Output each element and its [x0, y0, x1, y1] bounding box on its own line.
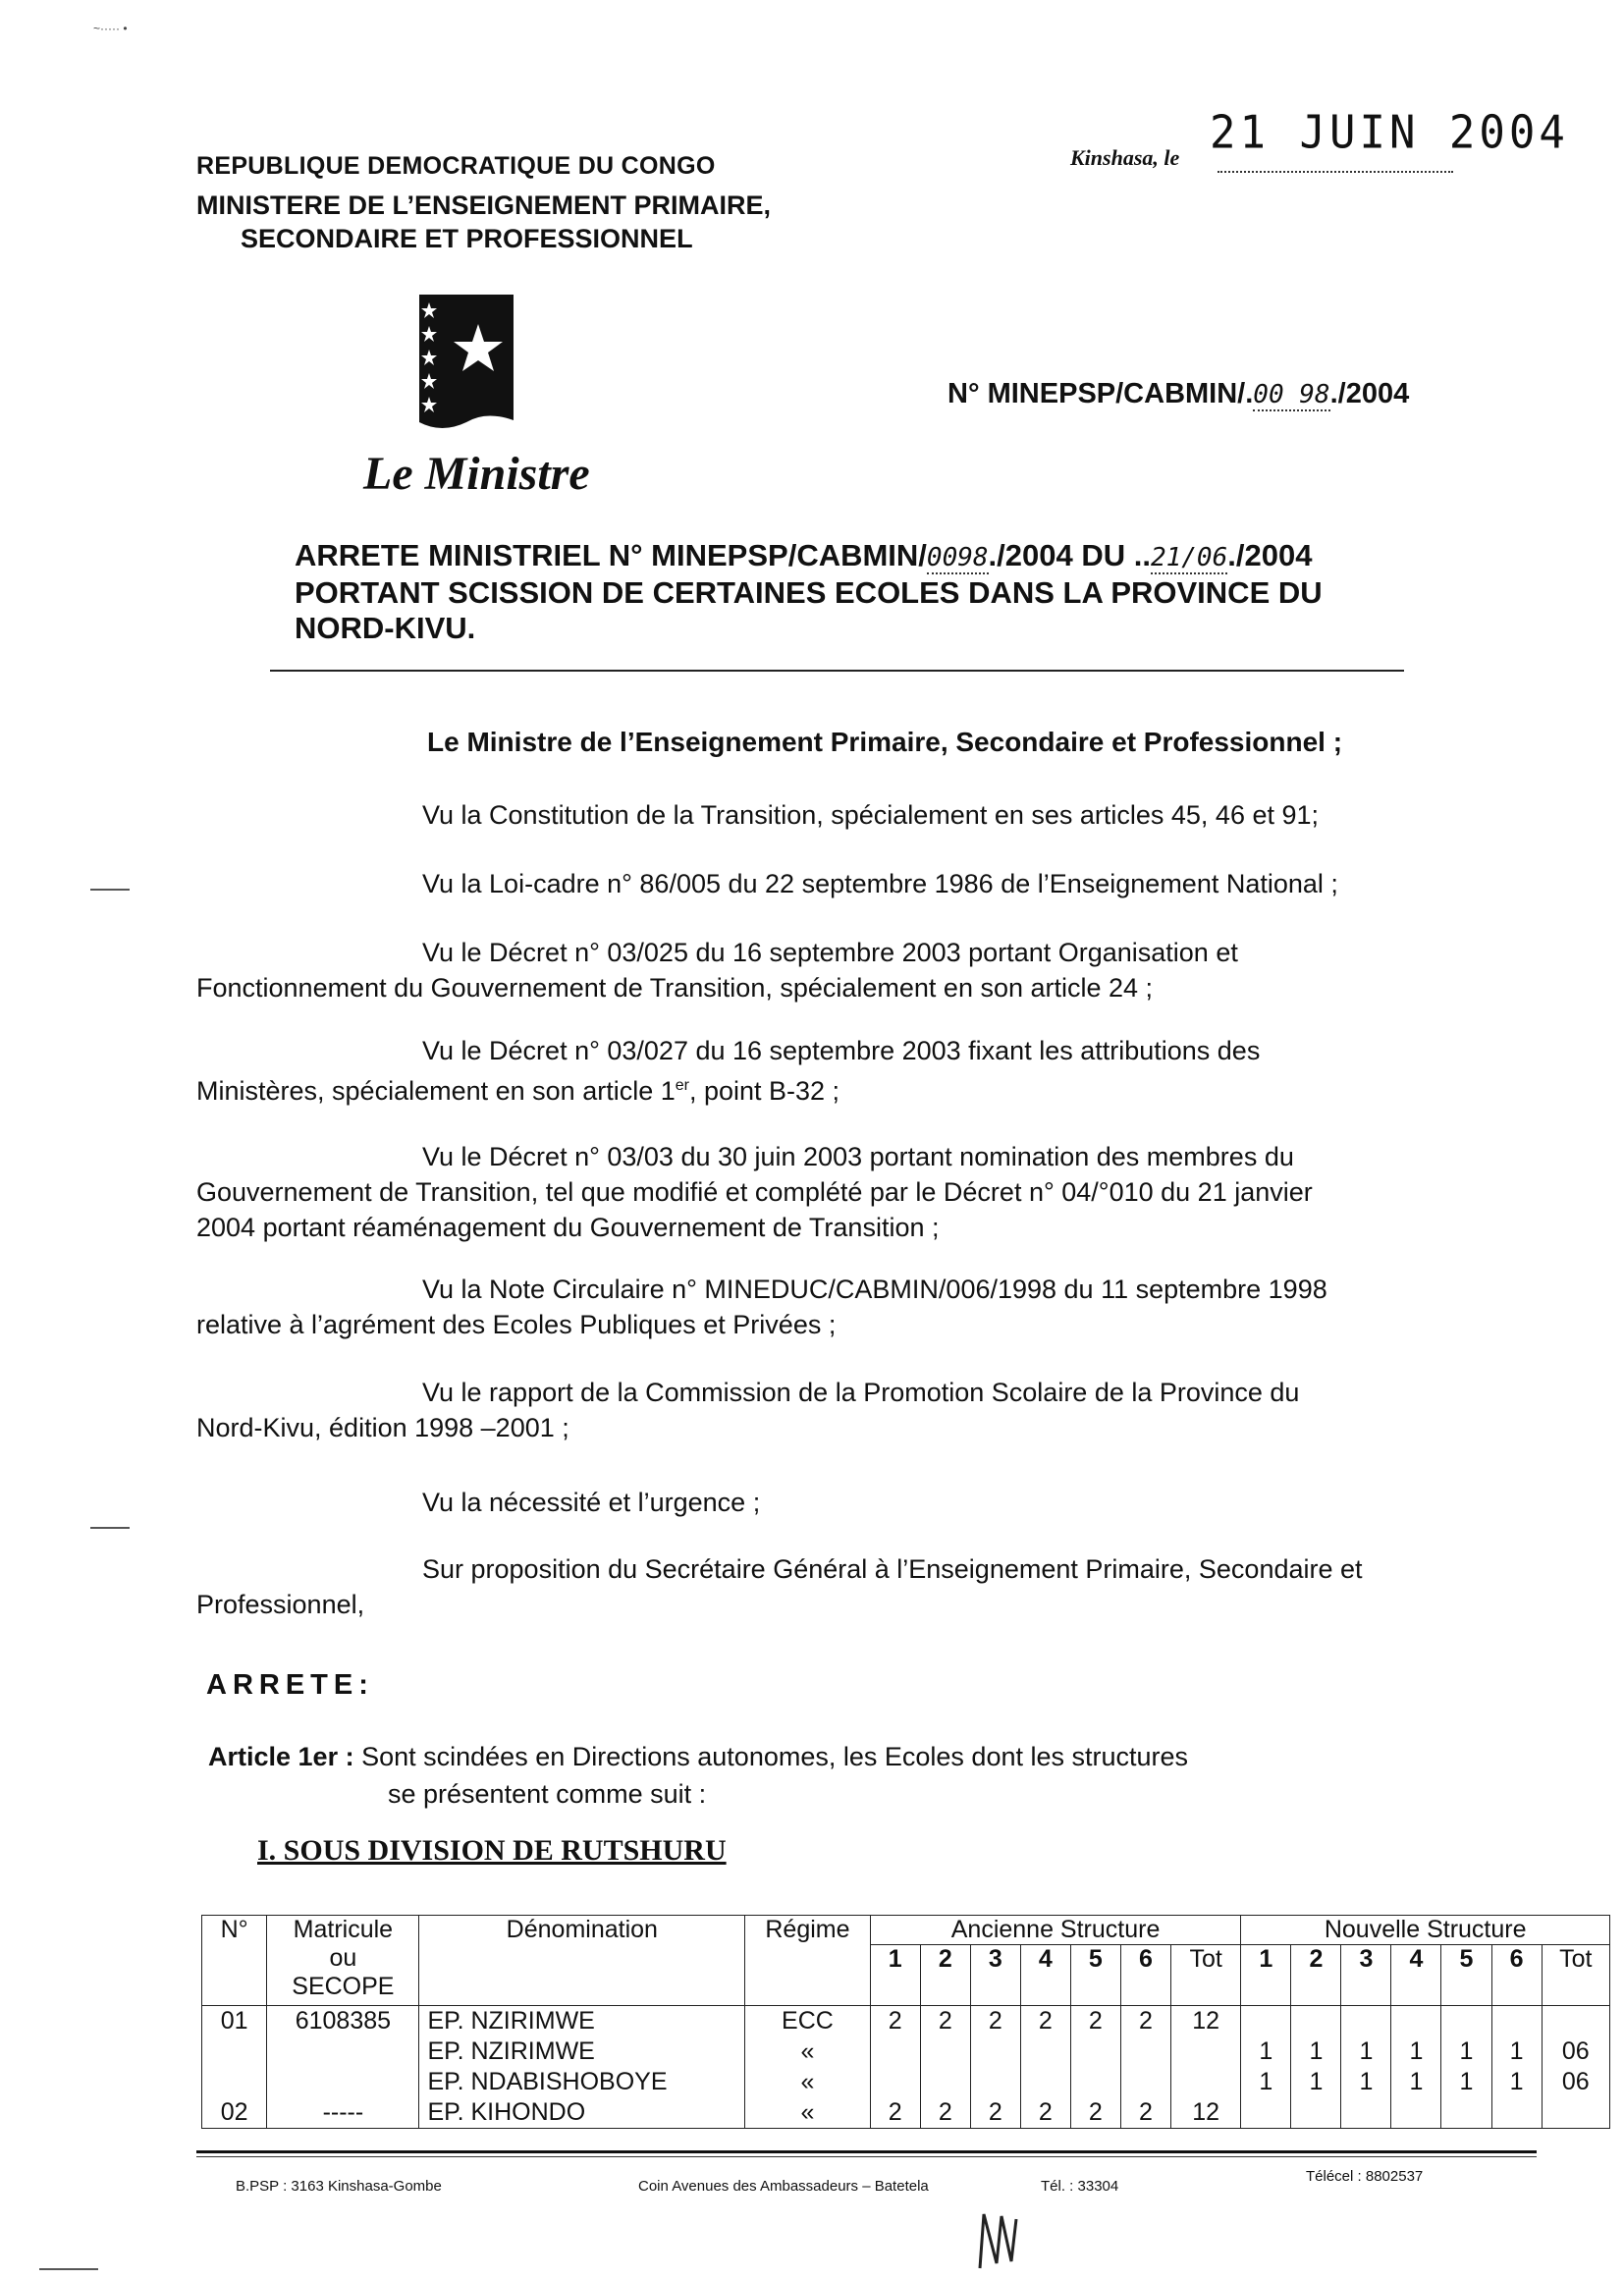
cell-no: [202, 2006, 267, 2129]
cell-line: «: [800, 2037, 815, 2065]
cell-line: 1: [1359, 2068, 1374, 2095]
considerant-decret-025: [196, 935, 1502, 1005]
cell-line: 2: [888, 2007, 902, 2035]
cell-new-6: [1491, 2006, 1542, 2129]
paragraph-line: Vu le Décret n° 03/027 du 16 septembre 2003 fixant les attributions des: [422, 1036, 1261, 1065]
paragraph-line: Sur proposition du Secrétaire Général à l’Enseignement Primaire, Secondaire et: [422, 1554, 1363, 1584]
cell-line: 12: [1192, 2007, 1220, 2035]
footer-telecel: Télécel : 8802537: [1306, 2168, 1424, 2185]
cell-old-1: [870, 2006, 920, 2129]
header-regime: Régime: [745, 1916, 871, 2006]
cell-new-tot: [1542, 2006, 1609, 2129]
header-col-2: 2: [920, 1945, 970, 2006]
title-divider: [270, 670, 1404, 672]
ministry-name: [196, 189, 771, 255]
cell-line: 2: [1138, 2098, 1153, 2126]
cell-line: 6108385: [295, 2007, 392, 2035]
paragraph-line: Nord-Kivu, édition 1998 –2001 ;: [196, 1413, 569, 1442]
paragraph-line: relative à l’agrément des Ecoles Publiques et Privées ;: [196, 1310, 837, 1339]
cell-old-tot: [1170, 2006, 1240, 2129]
paragraph-line: , point B-32 ;: [688, 1076, 840, 1106]
header-col-tot: Tot: [1170, 1945, 1240, 2006]
article-text-line-2: se présentent comme suit :: [388, 1779, 707, 1809]
cell-line: 1: [1259, 2037, 1273, 2065]
header-col-5: 5: [1070, 1945, 1120, 2006]
cell-line: 2: [938, 2007, 952, 2035]
corner-scan-mark: ~····· •: [93, 22, 128, 35]
cell-line: ECC: [782, 2007, 834, 2035]
cell-line: 01: [220, 2007, 248, 2035]
cell-line: 2: [888, 2098, 902, 2126]
considerant-decret-027: [196, 1033, 1502, 1109]
considerant-urgence: Vu la nécessité et l’urgence ;: [422, 1488, 761, 1517]
reference-prefix: N° MINEPSP/CABMIN/.: [947, 378, 1254, 409]
header-col-1: 1: [1241, 1945, 1291, 2006]
reference-handwritten: 00 98: [1253, 380, 1330, 409]
article-label: Article 1er :: [208, 1742, 354, 1771]
cell-new-5: [1441, 2006, 1491, 2129]
header-ancienne-structure: Ancienne Structure: [870, 1916, 1241, 1945]
decree-title-line-3: NORD-KIVU.: [295, 611, 476, 645]
cell-regime: [745, 2006, 871, 2129]
header-denomination: Dénomination: [419, 1916, 745, 2006]
cell-line: 1: [1259, 2068, 1273, 2095]
cell-old-3: [970, 2006, 1020, 2129]
margin-mark: [39, 2268, 98, 2270]
arrete-heading: ARRETE:: [206, 1669, 374, 1701]
footer-bp: B.PSP : 3163 Kinshasa-Gombe: [236, 2178, 442, 2195]
cell-old-5: [1070, 2006, 1120, 2129]
decree-title-suffix: ./2004: [1227, 538, 1313, 572]
cell-line: 1: [1409, 2037, 1424, 2065]
decree-title-line-1: [295, 538, 1323, 575]
cell-new-2: [1291, 2006, 1341, 2129]
cell-old-6: [1120, 2006, 1170, 2129]
footer-tel: Tél. : 33304: [1041, 2178, 1119, 2195]
header-col-3: 3: [1341, 1945, 1391, 2006]
considerant-constitution: Vu la Constitution de la Transition, spécialement en ses articles 45, 46 et 91;: [422, 800, 1320, 830]
proposition-paragraph: [196, 1551, 1502, 1622]
header-matricule-line: SECOPE: [292, 1973, 395, 2000]
cell-line: EP. NZIRIMWE: [427, 2037, 595, 2065]
header-col-4: 4: [1020, 1945, 1070, 2006]
cell-new-3: [1341, 2006, 1391, 2129]
cell-line: 2: [988, 2098, 1002, 2126]
reference-suffix: ./2004: [1329, 378, 1410, 409]
cell-line: 2: [1038, 2007, 1053, 2035]
paragraph-line: Gouvernement de Transition, tel que modifié et complété par le Décret n° 04/°010 du 21 janvier: [196, 1177, 1313, 1207]
considerant-note-circulaire: [196, 1272, 1502, 1342]
header-matricule-line: ou: [329, 1944, 357, 1972]
considerant-loi-cadre: Vu la Loi-cadre n° 86/005 du 22 septembre 1986 de l’Enseignement National ;: [422, 869, 1338, 898]
paragraph-line: Vu la Note Circulaire n° MINEDUC/CABMIN/006/1998 du 11 septembre 1998: [422, 1275, 1327, 1304]
considerant-decret-03: [196, 1139, 1502, 1245]
cell-line: 2: [1038, 2098, 1053, 2126]
cell-line: 1: [1459, 2037, 1474, 2065]
cell-line: 1: [1309, 2037, 1324, 2065]
cell-line: 02: [220, 2098, 248, 2126]
cell-line: 2: [988, 2007, 1002, 2035]
table-row: [202, 2006, 1610, 2129]
decree-handwritten-number: 0098: [926, 543, 989, 572]
cell-line: 06: [1561, 2037, 1590, 2065]
place-label: Kinshasa, le: [1070, 145, 1180, 170]
cell-line: 1: [1409, 2068, 1424, 2095]
decree-title: [295, 538, 1323, 646]
ministry-line-1: MINISTERE DE L’ENSEIGNEMENT PRIMAIRE,: [196, 190, 772, 220]
considerant-rapport: [196, 1375, 1502, 1445]
intro-line: Le Ministre de l’Enseignement Primaire, Secondaire et Professionnel ;: [427, 727, 1343, 757]
header-col-2: 2: [1291, 1945, 1341, 2006]
header-col-6: 6: [1491, 1945, 1542, 2006]
header-col-6: 6: [1120, 1945, 1170, 2006]
header-nouvelle-structure: Nouvelle Structure: [1241, 1916, 1610, 1945]
cell-line: «: [800, 2098, 815, 2126]
decree-title-mid: ./2004 DU ..: [988, 538, 1151, 572]
decree-title-prefix: ARRETE MINISTRIEL N° MINEPSP/CABMIN/: [295, 538, 927, 572]
cell-line: 2: [1138, 2007, 1153, 2035]
minister-title: Le Ministre: [363, 448, 590, 500]
handwritten-date: 21 JUIN 2004: [1210, 106, 1569, 160]
decree-handwritten-date: 21/06: [1150, 543, 1228, 572]
header-col-3: 3: [970, 1945, 1020, 2006]
cell-line: 1: [1359, 2037, 1374, 2065]
margin-mark: [90, 1527, 130, 1529]
footer-rule: [196, 2156, 1537, 2157]
cell-line: 1: [1509, 2037, 1524, 2065]
reference-number: [947, 378, 1409, 410]
schools-table: [201, 1915, 1610, 2129]
cell-line: 12: [1192, 2098, 1220, 2126]
cell-new-1: [1241, 2006, 1291, 2129]
decree-title-line-2: PORTANT SCISSION DE CERTAINES ECOLES DANS LA PROVINCE DU: [295, 575, 1323, 610]
table-header-row: [202, 1916, 1610, 1945]
header-col-1: 1: [870, 1945, 920, 2006]
paragraph-line: Vu le Décret n° 03/025 du 16 septembre 2003 portant Organisation et: [422, 938, 1238, 967]
handwritten-initials: [972, 2204, 1031, 2273]
cell-line: 2: [938, 2098, 952, 2126]
paragraph-line: Professionnel,: [196, 1590, 365, 1619]
paragraph-line: Ministères, spécialement en son article 1: [196, 1076, 676, 1106]
flag-emblem-icon: [407, 285, 525, 437]
cell-line: 1: [1509, 2068, 1524, 2095]
cell-line: EP. KIHONDO: [427, 2098, 586, 2126]
cell-line: 2: [1088, 2098, 1103, 2126]
cell-line: -----: [322, 2098, 364, 2126]
superscript: er: [675, 1077, 689, 1094]
header-col-5: 5: [1441, 1945, 1491, 2006]
article-1: [208, 1738, 1188, 1813]
cell-line: «: [800, 2068, 815, 2095]
footer-address: Coin Avenues des Ambassadeurs – Batetela: [638, 2178, 929, 2195]
cell-matricule: [267, 2006, 419, 2129]
header-col-tot: Tot: [1542, 1945, 1609, 2006]
cell-line: 1: [1459, 2068, 1474, 2095]
footer-rule: [196, 2150, 1537, 2153]
article-text-line-1: Sont scindées en Directions autonomes, les Ecoles dont les structures: [361, 1742, 1189, 1771]
header-no: N°: [202, 1916, 267, 2006]
cell-old-4: [1020, 2006, 1070, 2129]
country-name: REPUBLIQUE DEMOCRATIQUE DU CONGO: [196, 152, 716, 180]
cell-line: 2: [1088, 2007, 1103, 2035]
paragraph-line: Vu le Décret n° 03/03 du 30 juin 2003 portant nomination des membres du: [422, 1142, 1294, 1171]
cell-new-4: [1391, 2006, 1441, 2129]
header-col-4: 4: [1391, 1945, 1441, 2006]
header-matricule: [267, 1916, 419, 2006]
cell-old-2: [920, 2006, 970, 2129]
paragraph-line: 2004 portant réaménagement du Gouvernement de Transition ;: [196, 1213, 940, 1242]
paragraph-line: Fonctionnement du Gouvernement de Transition, spécialement en son article 24 ;: [196, 973, 1154, 1003]
paragraph-line: Vu le rapport de la Commission de la Promotion Scolaire de la Province du: [422, 1378, 1300, 1407]
header-matricule-line: Matricule: [293, 1916, 394, 1943]
ministry-line-2: SECONDAIRE ET PROFESSIONNEL: [241, 224, 693, 253]
cell-line: 1: [1309, 2068, 1324, 2095]
cell-line: 06: [1561, 2068, 1590, 2095]
cell-line: EP. NZIRIMWE: [427, 2007, 595, 2035]
margin-mark: [90, 889, 130, 891]
cell-line: EP. NDABISHOBOYE: [427, 2068, 668, 2095]
cell-denomination: [419, 2006, 745, 2129]
section-title: I. SOUS DIVISION DE RUTSHURU: [257, 1834, 727, 1867]
